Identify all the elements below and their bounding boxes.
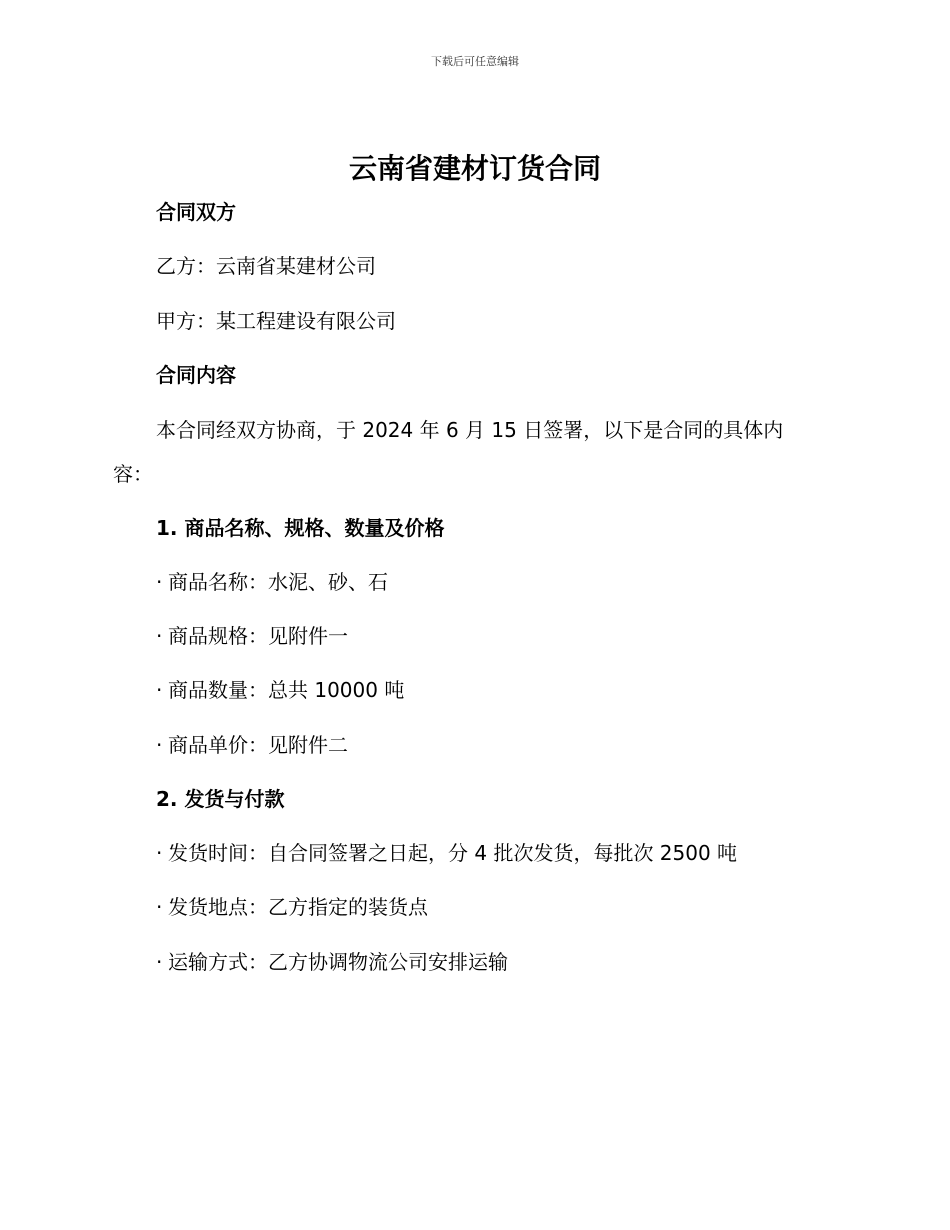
intro-paragraph-line-2: 容： <box>113 462 153 486</box>
list-item-text: 商品规格：见附件一 <box>168 624 348 648</box>
bullet-marker: · <box>156 733 163 757</box>
section-2-heading: 2. 发货与付款 <box>156 787 285 811</box>
intro-paragraph-line-1: 本合同经双方协商，于 2024 年 6 月 15 日签署，以下是合同的具体内 <box>156 418 784 442</box>
list-item-text: 商品名称：水泥、砂、石 <box>168 570 388 594</box>
bullet-marker: · <box>156 678 163 702</box>
list-item-text: 商品数量：总共 10000 吨 <box>168 678 405 702</box>
list-item-text: 发货时间：自合同签署之日起，分 4 批次发货，每批次 2500 吨 <box>168 841 738 865</box>
bullet-marker: · <box>156 624 163 648</box>
parties-heading: 合同双方 <box>156 200 236 224</box>
party-a-line: 甲方：某工程建设有限公司 <box>156 309 396 333</box>
bullet-marker: · <box>156 841 163 865</box>
list-item-text: 商品单价：见附件二 <box>168 733 348 757</box>
party-b-line: 乙方：云南省某建材公司 <box>156 254 376 278</box>
list-item-text: 运输方式：乙方协调物流公司安排运输 <box>168 950 508 974</box>
section-1-item-price <box>156 731 348 759</box>
bullet-marker: · <box>156 895 163 919</box>
section-1-item-name <box>156 568 388 596</box>
content-heading: 合同内容 <box>156 363 236 387</box>
header-note: 下载后可任意编辑 <box>431 55 519 68</box>
section-2-item-transport <box>156 948 508 976</box>
section-2-item-ship-place <box>156 893 428 921</box>
bullet-marker: · <box>156 570 163 594</box>
section-2-item-ship-time <box>156 839 737 867</box>
list-item-text: 发货地点：乙方指定的装货点 <box>168 895 428 919</box>
section-1-item-quantity <box>156 676 404 704</box>
document-title: 云南省建材订货合同 <box>348 152 601 185</box>
bullet-marker: · <box>156 950 163 974</box>
section-1-heading: 1. 商品名称、规格、数量及价格 <box>156 516 445 540</box>
section-1-item-spec <box>156 622 348 650</box>
